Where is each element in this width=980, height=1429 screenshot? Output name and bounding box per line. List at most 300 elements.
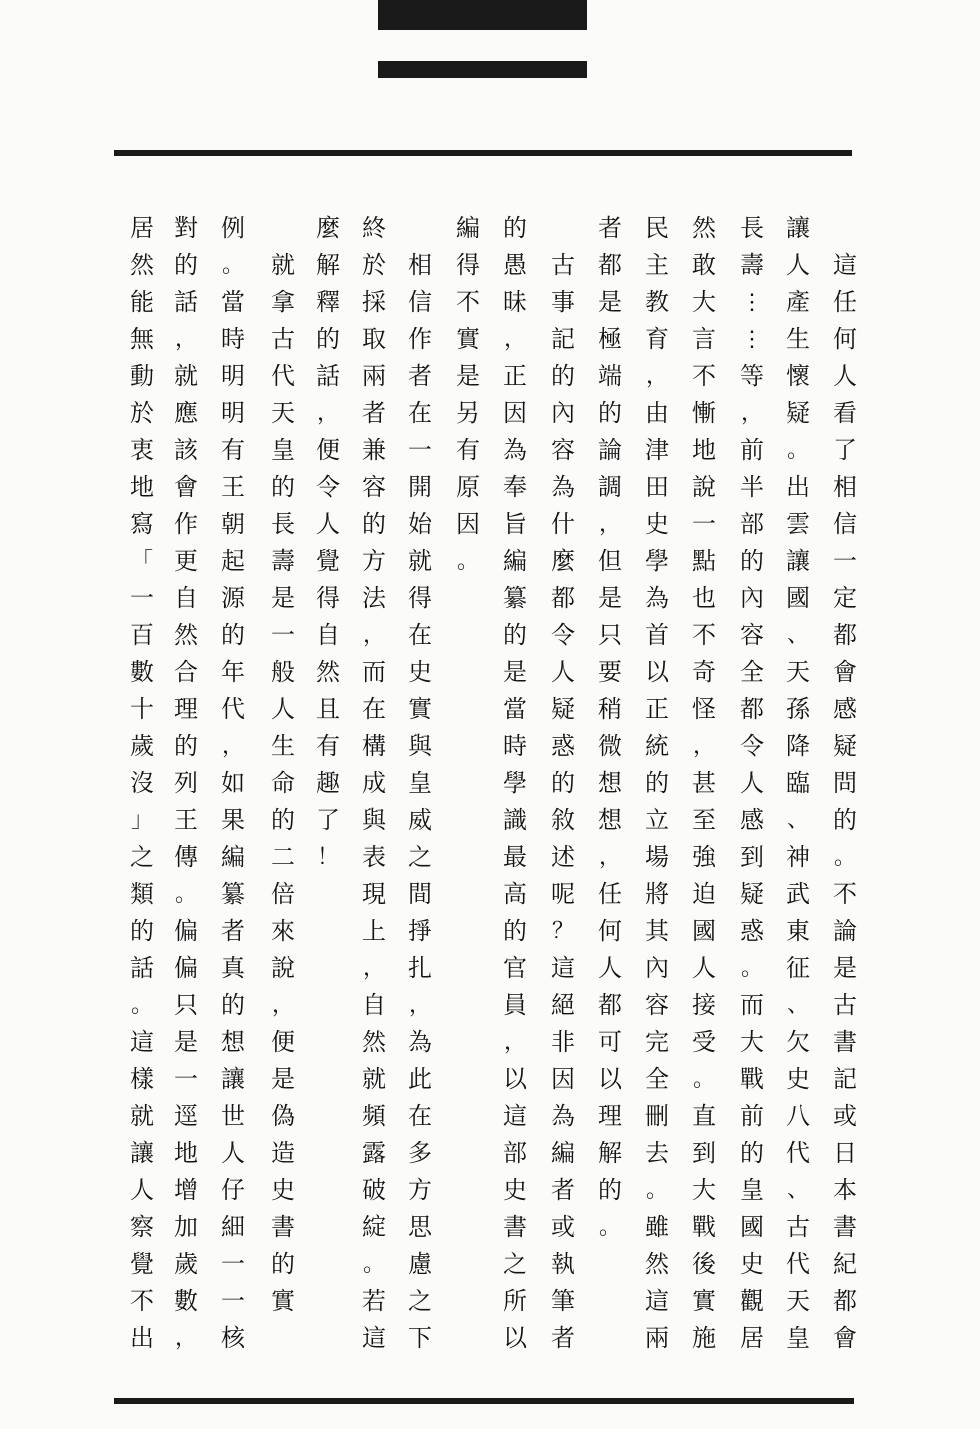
character: 傳 xyxy=(174,843,198,871)
character: 讓 xyxy=(221,1065,245,1093)
character: 、 xyxy=(786,808,809,833)
character: 書 xyxy=(833,1213,857,1241)
character: 其 xyxy=(645,917,669,945)
character: 理 xyxy=(174,695,198,723)
character: ， xyxy=(740,401,763,426)
character: 拿 xyxy=(271,288,295,316)
character: 的 xyxy=(740,1139,764,1167)
character: 者 xyxy=(551,1176,575,1204)
character: 方 xyxy=(408,1176,432,1204)
character: 朝 xyxy=(221,510,245,538)
character: 年 xyxy=(221,658,245,686)
character: 與 xyxy=(408,732,432,760)
character: 就 xyxy=(271,251,295,279)
character: 能 xyxy=(130,288,154,316)
character: 、 xyxy=(786,1178,809,1203)
character: 編 xyxy=(503,547,527,575)
character: 間 xyxy=(408,880,432,908)
character: 高 xyxy=(503,880,527,908)
character: 細 xyxy=(221,1213,245,1241)
character: 紀 xyxy=(833,1250,857,1278)
character: 時 xyxy=(503,732,527,760)
character: 人 xyxy=(786,251,810,279)
character: 迫 xyxy=(692,880,716,908)
character: 欠 xyxy=(786,1028,810,1056)
character: 更 xyxy=(174,547,198,575)
character: 。 xyxy=(174,882,197,907)
character: 居 xyxy=(740,1324,764,1352)
character: 者 xyxy=(551,1324,575,1352)
character: 法 xyxy=(362,584,386,612)
character: 無 xyxy=(130,325,154,353)
character: 田 xyxy=(645,473,669,501)
character: 會 xyxy=(833,658,857,686)
character: 對 xyxy=(174,214,198,242)
character: 的 xyxy=(598,399,622,427)
character: 記 xyxy=(833,1065,857,1093)
character: 疑 xyxy=(740,880,764,908)
character: 是 xyxy=(271,584,295,612)
character: 代 xyxy=(786,1250,810,1278)
character: 述 xyxy=(551,843,575,871)
character: ， xyxy=(503,1030,526,1055)
character: 本 xyxy=(833,1176,857,1204)
character: 孫 xyxy=(786,695,810,723)
character: 與 xyxy=(362,806,386,834)
character: 且 xyxy=(316,695,340,723)
character: 刪 xyxy=(645,1102,669,1130)
character: 。 xyxy=(740,956,763,981)
character: 什 xyxy=(551,510,575,538)
character: 雲 xyxy=(786,510,810,538)
character: 為 xyxy=(551,473,575,501)
character: 、 xyxy=(786,993,809,1018)
character: 日 xyxy=(833,1139,857,1167)
character: 要 xyxy=(598,658,622,686)
character: 信 xyxy=(833,510,857,538)
character: 話 xyxy=(174,288,198,316)
character: 施 xyxy=(692,1324,716,1352)
character: 自 xyxy=(362,991,386,1019)
character: 就 xyxy=(174,362,198,390)
character: 史 xyxy=(271,1176,295,1204)
character: 採 xyxy=(362,288,386,316)
character: 有 xyxy=(316,732,340,760)
text-column xyxy=(543,247,583,1357)
character: 令 xyxy=(316,473,340,501)
character: 為 xyxy=(503,436,527,464)
character: 一 xyxy=(408,436,432,464)
character: 想 xyxy=(598,769,622,797)
character: 有 xyxy=(456,436,480,464)
character: 懷 xyxy=(786,362,810,390)
character: 容 xyxy=(551,436,575,464)
character: 思 xyxy=(408,1213,432,1241)
character: 由 xyxy=(645,399,669,427)
character: 神 xyxy=(786,843,810,871)
character: 國 xyxy=(786,584,810,612)
character: 的 xyxy=(271,473,295,501)
character: 言 xyxy=(692,325,716,353)
character: 之 xyxy=(130,843,154,871)
character: 內 xyxy=(551,399,575,427)
character: 者 xyxy=(362,399,386,427)
character: 產 xyxy=(786,288,810,316)
character: 數 xyxy=(174,1287,198,1315)
character: 兼 xyxy=(362,436,386,464)
character: 一 xyxy=(174,1065,198,1093)
character: 的 xyxy=(221,991,245,1019)
character: 為 xyxy=(645,584,669,612)
character: 古 xyxy=(833,991,857,1019)
character: 一 xyxy=(221,1287,245,1315)
character: 以 xyxy=(645,658,669,686)
character: 歲 xyxy=(130,732,154,760)
character: 不 xyxy=(456,288,480,316)
header-black-bar xyxy=(378,0,587,30)
character: 。 xyxy=(130,993,153,1018)
character: 任 xyxy=(598,880,622,908)
character: 都 xyxy=(833,1287,857,1315)
character: 了 xyxy=(316,806,340,834)
character: 就 xyxy=(408,547,432,575)
character: 敘 xyxy=(551,806,575,834)
character: 人 xyxy=(130,1176,154,1204)
character: 書 xyxy=(503,1213,527,1241)
character: 數 xyxy=(130,658,154,686)
character: 般 xyxy=(271,658,295,686)
character: 理 xyxy=(598,1102,622,1130)
character: 。 xyxy=(456,549,479,574)
character: 得 xyxy=(408,584,432,612)
character: 明 xyxy=(221,399,245,427)
character: 偽 xyxy=(271,1102,295,1130)
character: 。 xyxy=(833,845,856,870)
character: 逕 xyxy=(174,1102,198,1130)
character: 相 xyxy=(408,251,432,279)
character: 壽 xyxy=(271,547,295,575)
character: 史 xyxy=(740,1250,764,1278)
character: 調 xyxy=(598,473,622,501)
character: 的 xyxy=(271,1250,295,1278)
character: 話 xyxy=(316,362,340,390)
character: 論 xyxy=(833,917,857,945)
character: 便 xyxy=(316,436,340,464)
character: 學 xyxy=(503,769,527,797)
text-column xyxy=(825,247,865,1357)
character: 麼 xyxy=(316,214,340,242)
character: 極 xyxy=(598,325,622,353)
character: 若 xyxy=(362,1287,386,1315)
character: 威 xyxy=(408,806,432,834)
character: 的 xyxy=(551,769,575,797)
character: 。 xyxy=(645,1178,668,1203)
character: 偏 xyxy=(174,917,198,945)
character: 因 xyxy=(551,1065,575,1093)
character: 筆 xyxy=(551,1287,575,1315)
character: 然 xyxy=(692,214,716,242)
character: 想 xyxy=(221,1028,245,1056)
character: 容 xyxy=(362,473,386,501)
character: 是 xyxy=(174,1028,198,1056)
character: 為 xyxy=(551,1102,575,1130)
character: 仔 xyxy=(221,1176,245,1204)
character: 令 xyxy=(740,732,764,760)
character: 地 xyxy=(130,473,154,501)
character: 去 xyxy=(645,1139,669,1167)
character: 。 xyxy=(221,253,244,278)
character: 都 xyxy=(598,251,622,279)
character: ， xyxy=(598,845,621,870)
character: 戰 xyxy=(692,1213,716,1241)
character: ， xyxy=(598,512,621,537)
character: 的 xyxy=(174,732,198,760)
character: 以 xyxy=(503,1065,527,1093)
character: 核 xyxy=(221,1324,245,1352)
character: 方 xyxy=(362,547,386,575)
character: 成 xyxy=(362,769,386,797)
character: 該 xyxy=(174,436,198,464)
character: 代 xyxy=(786,1139,810,1167)
text-column xyxy=(778,210,818,1357)
character: 或 xyxy=(551,1213,575,1241)
character: 統 xyxy=(645,732,669,760)
character: 可 xyxy=(598,1028,622,1056)
character: 動 xyxy=(130,362,154,390)
character: 終 xyxy=(362,214,386,242)
character: 讓 xyxy=(786,214,810,242)
character: 而 xyxy=(362,658,386,686)
text-column xyxy=(684,210,724,1357)
character: 之 xyxy=(408,1287,432,1315)
character: 這 xyxy=(551,954,575,982)
character: ， xyxy=(503,327,526,352)
character: 相 xyxy=(833,473,857,501)
character: 」 xyxy=(130,808,153,833)
character: 兩 xyxy=(362,362,386,390)
character: 者 xyxy=(221,917,245,945)
character: 構 xyxy=(362,732,386,760)
character: 大 xyxy=(692,1176,716,1204)
character: 以 xyxy=(598,1065,622,1093)
character: 人 xyxy=(551,658,575,686)
character: 皇 xyxy=(408,769,432,797)
character: 取 xyxy=(362,325,386,353)
character: 麼 xyxy=(551,547,575,575)
character: 學 xyxy=(645,547,669,575)
character: 衷 xyxy=(130,436,154,464)
character: 的 xyxy=(598,1176,622,1204)
character: ， xyxy=(645,364,668,389)
character: 是 xyxy=(598,584,622,612)
character: 居 xyxy=(130,214,154,242)
character: 一 xyxy=(833,547,857,575)
character: 源 xyxy=(221,584,245,612)
character: ， xyxy=(174,1326,197,1351)
character: 「 xyxy=(130,549,153,574)
character: 書 xyxy=(833,1028,857,1056)
character: 代 xyxy=(221,695,245,723)
character: 百 xyxy=(130,621,154,649)
character: 掙 xyxy=(408,917,432,945)
character: 為 xyxy=(408,1028,432,1056)
character: 雖 xyxy=(645,1213,669,1241)
character: 令 xyxy=(551,621,575,649)
character: 史 xyxy=(408,658,432,686)
character: 然 xyxy=(362,1028,386,1056)
character: 上 xyxy=(362,917,386,945)
character: 開 xyxy=(408,473,432,501)
character: ， xyxy=(174,327,197,352)
character: 有 xyxy=(221,436,245,464)
character: 出 xyxy=(130,1324,154,1352)
character: 記 xyxy=(551,325,575,353)
character: 。 xyxy=(362,1252,385,1277)
character: 出 xyxy=(786,473,810,501)
character: 因 xyxy=(503,399,527,427)
character: 津 xyxy=(645,436,669,464)
text-column xyxy=(637,210,677,1357)
character: 部 xyxy=(740,510,764,538)
character: 官 xyxy=(503,954,527,982)
character: 頻 xyxy=(362,1102,386,1130)
character: 察 xyxy=(130,1213,154,1241)
character: 何 xyxy=(833,325,857,353)
character: 世 xyxy=(221,1102,245,1130)
character: 寫 xyxy=(130,510,154,538)
character: 史 xyxy=(786,1065,810,1093)
character: 人 xyxy=(316,510,340,538)
character: 列 xyxy=(174,769,198,797)
character: 怪 xyxy=(692,695,716,723)
character: 甚 xyxy=(692,769,716,797)
character: 的 xyxy=(221,621,245,649)
character: 到 xyxy=(692,1139,716,1167)
character: 解 xyxy=(316,251,340,279)
character: 綻 xyxy=(362,1213,386,1241)
character: 王 xyxy=(221,473,245,501)
character: 微 xyxy=(598,732,622,760)
character: 得 xyxy=(456,251,480,279)
text-column xyxy=(590,210,630,1246)
character: 前 xyxy=(740,436,764,464)
character: 的 xyxy=(551,362,575,390)
character: 正 xyxy=(645,695,669,723)
character: 呢 xyxy=(551,880,575,908)
character: 八 xyxy=(786,1102,810,1130)
character: 覺 xyxy=(316,547,340,575)
character: 武 xyxy=(786,880,810,908)
character: 的 xyxy=(645,769,669,797)
character: 的 xyxy=(130,917,154,945)
character: 會 xyxy=(833,1324,857,1352)
character: 的 xyxy=(271,806,295,834)
character: 實 xyxy=(692,1287,716,1315)
character: 在 xyxy=(362,695,386,723)
top-horizontal-rule xyxy=(114,150,852,156)
character: 如 xyxy=(221,769,245,797)
text-column xyxy=(263,247,303,1320)
character: 史 xyxy=(645,510,669,538)
character: 自 xyxy=(174,584,198,612)
character: 國 xyxy=(692,917,716,945)
character: 觀 xyxy=(740,1287,764,1315)
character: 都 xyxy=(551,584,575,612)
character: 讓 xyxy=(786,547,810,575)
character: 大 xyxy=(692,288,716,316)
character: 原 xyxy=(456,473,480,501)
character: 奇 xyxy=(692,658,716,686)
character: 的 xyxy=(740,547,764,575)
character: 了 xyxy=(833,436,857,464)
character: 時 xyxy=(221,325,245,353)
character: 者 xyxy=(598,214,622,242)
character: 不 xyxy=(833,880,857,908)
character: 不 xyxy=(130,1287,154,1315)
character: 受 xyxy=(692,1028,716,1056)
character: 古 xyxy=(786,1213,810,1241)
character: ？ xyxy=(551,919,574,944)
character: 另 xyxy=(456,399,480,427)
character: 說 xyxy=(692,473,716,501)
character: 一 xyxy=(221,1250,245,1278)
character: 長 xyxy=(271,510,295,538)
character: 人 xyxy=(833,362,857,390)
character: 場 xyxy=(645,843,669,871)
character: 也 xyxy=(692,584,716,612)
character: 類 xyxy=(130,880,154,908)
character: 二 xyxy=(271,843,295,871)
character: 都 xyxy=(833,621,857,649)
character: 內 xyxy=(740,584,764,612)
character: 不 xyxy=(692,621,716,649)
character: 敢 xyxy=(692,251,716,279)
character: 倍 xyxy=(271,880,295,908)
character: 或 xyxy=(833,1102,857,1130)
character: 慮 xyxy=(408,1250,432,1278)
character: 解 xyxy=(598,1139,622,1167)
character: 長 xyxy=(740,214,764,242)
character: 問 xyxy=(833,769,857,797)
character: 之 xyxy=(503,1250,527,1278)
character: 得 xyxy=(316,584,340,612)
character: ， xyxy=(362,956,385,981)
character: 感 xyxy=(740,806,764,834)
character: 應 xyxy=(174,399,198,427)
character: 露 xyxy=(362,1139,386,1167)
character: 端 xyxy=(598,362,622,390)
character: 臨 xyxy=(786,769,810,797)
character: 一 xyxy=(130,584,154,612)
character: 之 xyxy=(408,843,432,871)
character: 員 xyxy=(503,991,527,1019)
character: 造 xyxy=(271,1139,295,1167)
character: 人 xyxy=(221,1139,245,1167)
character: 全 xyxy=(740,658,764,686)
character: 的 xyxy=(503,214,527,242)
character: 強 xyxy=(692,843,716,871)
character: 釋 xyxy=(316,288,340,316)
text-column xyxy=(166,210,206,1357)
character: 信 xyxy=(408,288,432,316)
character: 壽 xyxy=(740,251,764,279)
character: 降 xyxy=(786,732,810,760)
character: 都 xyxy=(740,695,764,723)
character: 主 xyxy=(645,251,669,279)
character: 書 xyxy=(271,1213,295,1241)
character: 實 xyxy=(408,695,432,723)
character: 十 xyxy=(130,695,154,723)
